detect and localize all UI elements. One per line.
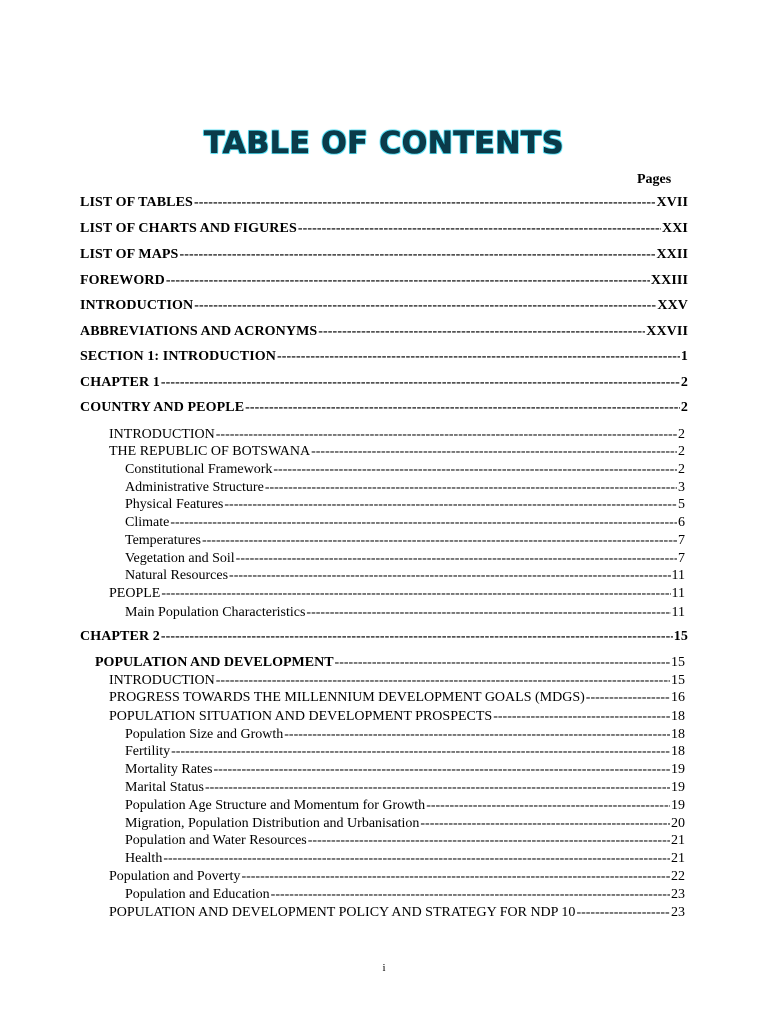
toc-entry-title: PROGRESS TOWARDS THE MILLENNIUM DEVELOPMENT GOALS (MDGS) — [109, 690, 585, 705]
toc-entry[interactable] — [125, 744, 685, 760]
toc-entry[interactable] — [125, 762, 685, 778]
toc-entry-title: THE REPUBLIC OF BOTSWANA — [109, 444, 311, 459]
toc-leader — [161, 586, 670, 602]
toc-entry-title: Mortality Rates — [125, 762, 213, 777]
toc-entry-title: Climate — [125, 515, 170, 530]
toc-entry[interactable] — [125, 727, 685, 743]
toc-leader — [179, 247, 655, 263]
toc-entry-title: COUNTRY AND PEOPLE — [80, 400, 245, 415]
toc-leader — [277, 349, 680, 365]
toc-entry[interactable] — [125, 887, 685, 903]
toc-entry-page: 7 — [678, 551, 685, 566]
toc-entry-title: LIST OF MAPS — [80, 247, 179, 262]
toc-entry[interactable] — [80, 400, 688, 416]
toc-entry-title: Physical Features — [125, 497, 224, 512]
toc-entry[interactable] — [80, 247, 688, 263]
toc-entry-page: 11 — [671, 586, 685, 601]
toc-entry-page: 1 — [680, 349, 688, 364]
toc-entry-page: 19 — [671, 798, 685, 813]
toc-leader — [236, 551, 677, 567]
toc-entry-page: 23 — [671, 905, 685, 920]
toc-leader — [205, 780, 670, 796]
toc-leader — [273, 462, 677, 478]
toc-entry[interactable] — [80, 629, 688, 645]
toc-entry[interactable] — [109, 869, 685, 885]
toc-entry-title: POPULATION AND DEVELOPMENT — [95, 655, 334, 670]
toc-leader — [163, 851, 670, 867]
toc-entry-page: 2 — [680, 375, 688, 390]
toc-entry-page: 6 — [678, 515, 685, 530]
toc-entry-title: POPULATION SITUATION AND DEVELOPMENT PROSPECTS — [109, 709, 493, 724]
toc-leader — [194, 195, 656, 211]
toc-entry-title: CHAPTER 1 — [80, 375, 160, 390]
toc-entry-title: LIST OF TABLES — [80, 195, 193, 210]
toc-entry[interactable] — [109, 673, 685, 689]
toc-entry-page: 22 — [671, 869, 685, 884]
toc-entry-page: 7 — [678, 533, 685, 548]
toc-entry-title: Temperatures — [125, 533, 201, 548]
toc-entry-page: 18 — [671, 744, 685, 759]
toc-entry[interactable] — [109, 905, 685, 921]
toc-entry-title: Population and Water Resources — [125, 833, 307, 848]
toc-leader — [318, 324, 645, 340]
toc-entry-title: Vegetation and Soil — [125, 551, 235, 566]
toc-entry[interactable] — [125, 851, 685, 867]
page-title: TABLE OF CONTENTS — [204, 126, 564, 161]
toc-entry-title: INTRODUCTION — [109, 427, 215, 442]
toc-entry[interactable] — [125, 798, 685, 814]
toc-entry-title: Population Size and Growth — [125, 727, 284, 742]
toc-leader — [311, 444, 677, 460]
toc-leader — [426, 798, 670, 814]
toc-entry-title: Marital Status — [125, 780, 204, 795]
toc-entry-title: INTRODUCTION — [80, 298, 194, 313]
toc-entry[interactable] — [80, 195, 688, 211]
toc-entry[interactable] — [125, 551, 685, 567]
toc-entry-page: 2 — [678, 427, 685, 442]
toc-leader — [170, 515, 677, 531]
toc-leader — [265, 480, 677, 496]
toc-entry[interactable] — [95, 655, 685, 671]
toc-entry-page: 20 — [671, 816, 685, 831]
toc-entry-page: XVII — [656, 195, 688, 210]
toc-entry-page: 21 — [671, 851, 685, 866]
toc-entry-title: Population Age Structure and Momentum for Growth — [125, 798, 426, 813]
toc-entry[interactable] — [80, 349, 688, 365]
toc-leader — [229, 568, 670, 584]
toc-entry-page: 3 — [678, 480, 685, 495]
toc-leader — [420, 816, 670, 832]
toc-entry-page: 23 — [671, 887, 685, 902]
toc-leader — [241, 869, 670, 885]
toc-leader — [308, 833, 670, 849]
toc-leader — [216, 673, 670, 689]
toc-entry-page: XXI — [662, 221, 688, 236]
toc-entry-page: 21 — [671, 833, 685, 848]
toc-entry[interactable] — [125, 568, 685, 584]
toc-entry[interactable] — [125, 605, 685, 621]
toc-entry-page: 2 — [678, 444, 685, 459]
toc-entry-title: Main Population Characteristics — [125, 605, 306, 620]
toc-entry-page: 11 — [671, 568, 685, 583]
toc-entry-page: XXVII — [646, 324, 688, 339]
toc-entry-title: ABBREVIATIONS AND ACRONYMS — [80, 324, 318, 339]
toc-leader — [306, 605, 670, 621]
toc-entry-page: 19 — [671, 762, 685, 777]
toc-entry[interactable] — [109, 709, 685, 725]
toc-leader — [224, 497, 677, 513]
toc-entry-page: 5 — [678, 497, 685, 512]
toc-leader — [202, 533, 677, 549]
toc-leader — [161, 375, 680, 391]
toc-leader — [576, 905, 670, 921]
toc-entry-page: 19 — [671, 780, 685, 795]
toc-entry-title: CHAPTER 2 — [80, 629, 160, 644]
toc-entry[interactable] — [125, 533, 685, 549]
toc-entry[interactable] — [125, 497, 685, 513]
toc-leader — [194, 298, 656, 314]
toc-entry-page: 16 — [671, 690, 685, 705]
toc-entry[interactable] — [125, 780, 685, 796]
toc-leader — [216, 427, 677, 443]
toc-leader — [166, 273, 650, 289]
toc-entry[interactable] — [109, 586, 685, 602]
pages-column-label: Pages — [637, 172, 672, 187]
toc-entry-title: Administrative Structure — [125, 480, 264, 495]
toc-entry[interactable] — [125, 833, 685, 849]
toc-entry-title: Migration, Population Distribution and Urbanisation — [125, 816, 420, 831]
toc-entry-page: 2 — [678, 462, 685, 477]
toc-entry-title: SECTION 1: INTRODUCTION — [80, 349, 276, 364]
toc-entry[interactable] — [80, 273, 688, 289]
toc-entry[interactable] — [80, 298, 688, 314]
toc-leader — [284, 727, 670, 743]
toc-entry-page: XXII — [656, 247, 688, 262]
toc-entry[interactable] — [125, 816, 685, 832]
toc-leader — [214, 762, 671, 778]
toc-entry-page: 11 — [671, 605, 685, 620]
toc-entry-title: Population and Poverty — [109, 869, 241, 884]
toc-entry[interactable] — [80, 221, 688, 237]
toc-entry-title: Health — [125, 851, 163, 866]
toc-leader — [586, 690, 670, 706]
toc-entry-title: Natural Resources — [125, 568, 229, 583]
toc-entry-page: XXV — [657, 298, 688, 313]
toc-leader — [335, 655, 670, 671]
toc-leader — [245, 400, 680, 416]
toc-entry-title: POPULATION AND DEVELOPMENT POLICY AND STRATEGY FOR NDP 10 — [109, 905, 576, 920]
toc-entry-title: INTRODUCTION — [109, 673, 215, 688]
toc-entry-title: FOREWORD — [80, 273, 165, 288]
toc-entry-title: Fertility — [125, 744, 171, 759]
toc-entry-title: PEOPLE — [109, 586, 161, 601]
toc-leader — [271, 887, 670, 903]
toc-entry-title: Constitutional Framework — [125, 462, 273, 477]
toc-entry[interactable] — [80, 375, 688, 391]
toc-entry[interactable] — [109, 690, 685, 706]
toc-leader — [493, 709, 670, 725]
toc-entry-page: 18 — [671, 727, 685, 742]
toc-leader — [298, 221, 661, 237]
toc-entry-page: 15 — [671, 655, 685, 670]
toc-entry-page: 18 — [671, 709, 685, 724]
toc-leader — [171, 744, 670, 760]
toc-entry-page: 15 — [673, 629, 688, 644]
toc-entry-page: XXIII — [650, 273, 688, 288]
toc-entry-page: 15 — [671, 673, 685, 688]
toc-entry[interactable] — [125, 480, 685, 496]
toc-entry-page: 2 — [680, 400, 688, 415]
page-number-footer: i — [382, 962, 386, 974]
toc-entry[interactable] — [80, 324, 688, 340]
toc-leader — [161, 629, 673, 645]
toc-entry[interactable] — [125, 462, 685, 478]
toc-entry[interactable] — [109, 444, 685, 460]
toc-entry[interactable] — [125, 515, 685, 531]
toc-entry-title: Population and Education — [125, 887, 270, 902]
toc-entry[interactable] — [109, 427, 685, 443]
toc-entry-title: LIST OF CHARTS AND FIGURES — [80, 221, 297, 236]
